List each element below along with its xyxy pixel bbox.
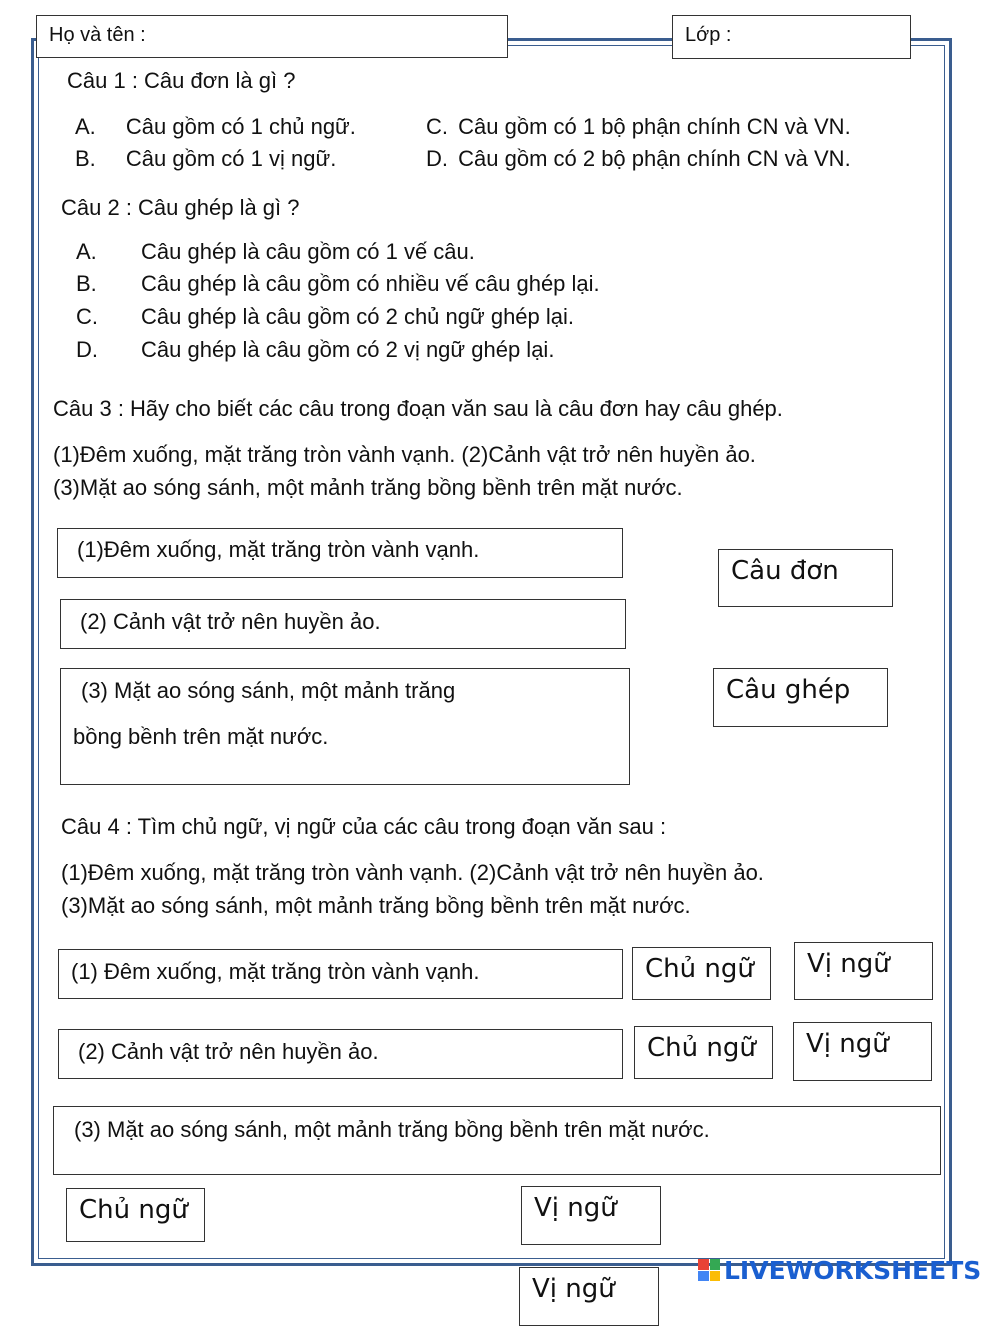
q2-option-letter: A. — [76, 239, 97, 264]
q2-option-letter: D. — [76, 337, 98, 362]
q4-title: Câu 4 : Tìm chủ ngữ, vị ngữ của các câu trong đoạn văn sau : — [61, 814, 667, 839]
tag-vi-ngu[interactable]: Vị ngữ — [521, 1186, 661, 1245]
q3-sentence-box-2[interactable] — [60, 599, 626, 649]
q2-option-b[interactable] — [76, 271, 600, 297]
q1-option-text: Câu gồm có 2 bộ phận chính CN và VN. — [458, 146, 851, 171]
tag-vi-ngu-partial[interactable]: Vị ngữ — [519, 1267, 659, 1326]
q2-option-c[interactable] — [76, 304, 574, 330]
tag-cau-don[interactable]: Câu đơn — [718, 549, 893, 607]
q1-option-c[interactable] — [426, 114, 851, 140]
q2-option-d[interactable] — [76, 337, 554, 363]
q2-option-text: Câu ghép là câu gồm có 2 vị ngữ ghép lại. — [141, 337, 555, 362]
q2-option-letter: C. — [76, 304, 98, 329]
tag-chu-ngu[interactable]: Chủ ngữ — [66, 1188, 205, 1242]
q3-passage-line2: (3)Mặt ao sóng sánh, một mảnh trăng bồng bềnh trên mặt nước. — [53, 475, 683, 500]
tag-chu-ngu[interactable]: Chủ ngữ — [634, 1026, 773, 1079]
q3-title: Câu 3 : Hãy cho biết các câu trong đoạn văn sau là câu đơn hay câu ghép. — [53, 396, 783, 421]
q2-title: Câu 2 : Câu ghép là gì ? — [61, 195, 300, 220]
q2-option-text: Câu ghép là câu gồm có 2 chủ ngữ ghép lại. — [141, 304, 575, 329]
q4-sentence-text: (2) Cảnh vật trở nên huyền ảo. — [78, 1039, 379, 1064]
q4-passage-line1: (1)Đêm xuống, mặt trăng tròn vành vạnh. (2)Cảnh vật trở nên huyền ảo. — [61, 860, 764, 885]
q3-sentence-text: (2) Cảnh vật trở nên huyền ảo. — [80, 609, 381, 634]
name-label: Họ và tên : — [49, 24, 146, 46]
q4-sentence-box-3[interactable] — [53, 1106, 941, 1175]
q1-option-letter: B. — [75, 146, 96, 171]
q4-passage-line2: (3)Mặt ao sóng sánh, một mảnh trăng bồng bềnh trên mặt nước. — [61, 893, 691, 918]
q4-sentence-text: (3) Mặt ao sóng sánh, một mảnh trăng bồng bềnh trên mặt nước. — [74, 1117, 710, 1142]
q3-sentence-text: (3) Mặt ao sóng sánh, một mảnh trăng — [81, 678, 456, 703]
tag-vi-ngu[interactable]: Vị ngữ — [793, 1022, 932, 1081]
q1-option-text: Câu gồm có 1 bộ phận chính CN và VN. — [458, 114, 851, 139]
q2-option-text: Câu ghép là câu gồm có nhiều vế câu ghép lại. — [141, 271, 600, 296]
logo-text: LIVEWORKSHEETS — [724, 1255, 982, 1285]
class-label: Lớp : — [685, 24, 732, 46]
q1-option-text: Câu gồm có 1 chủ ngữ. — [125, 114, 356, 139]
q3-sentence-text: (1)Đêm xuống, mặt trăng tròn vành vạnh. — [77, 537, 480, 562]
q1-title: Câu 1 : Câu đơn là gì ? — [67, 68, 296, 93]
liveworksheets-icon — [698, 1259, 720, 1281]
q3-sentence-box-3[interactable] — [60, 668, 630, 785]
q1-option-d[interactable] — [426, 146, 851, 172]
q1-option-letter: C. — [426, 114, 448, 139]
q1-option-letter: A. — [75, 114, 96, 139]
name-field[interactable] — [36, 15, 508, 58]
tag-cau-ghep[interactable]: Câu ghép — [713, 668, 888, 727]
q1-option-text: Câu gồm có 1 vị ngữ. — [125, 146, 337, 171]
q4-sentence-box-1[interactable] — [58, 949, 623, 999]
q2-option-text: Câu ghép là câu gồm có 1 vế câu. — [141, 239, 475, 264]
tag-chu-ngu[interactable]: Chủ ngữ — [632, 947, 771, 1000]
q3-sentence-text: bồng bềnh trên mặt nước. — [73, 724, 329, 749]
q4-sentence-box-2[interactable] — [58, 1029, 623, 1079]
q1-option-b[interactable] — [75, 146, 336, 172]
q4-sentence-text: (1) Đêm xuống, mặt trăng tròn vành vạnh. — [71, 959, 480, 984]
q2-option-a[interactable] — [76, 239, 475, 265]
tag-vi-ngu[interactable]: Vị ngữ — [794, 942, 933, 1000]
q1-option-a[interactable] — [75, 114, 356, 140]
q2-option-letter: B. — [76, 271, 97, 296]
q1-option-letter: D. — [426, 146, 448, 171]
class-field[interactable] — [672, 15, 911, 59]
q3-passage-line1: (1)Đêm xuống, mặt trăng tròn vành vạnh. (2)Cảnh vật trở nên huyền ảo. — [53, 442, 756, 467]
liveworksheets-logo — [698, 1254, 981, 1286]
q3-sentence-box-1[interactable] — [57, 528, 623, 578]
